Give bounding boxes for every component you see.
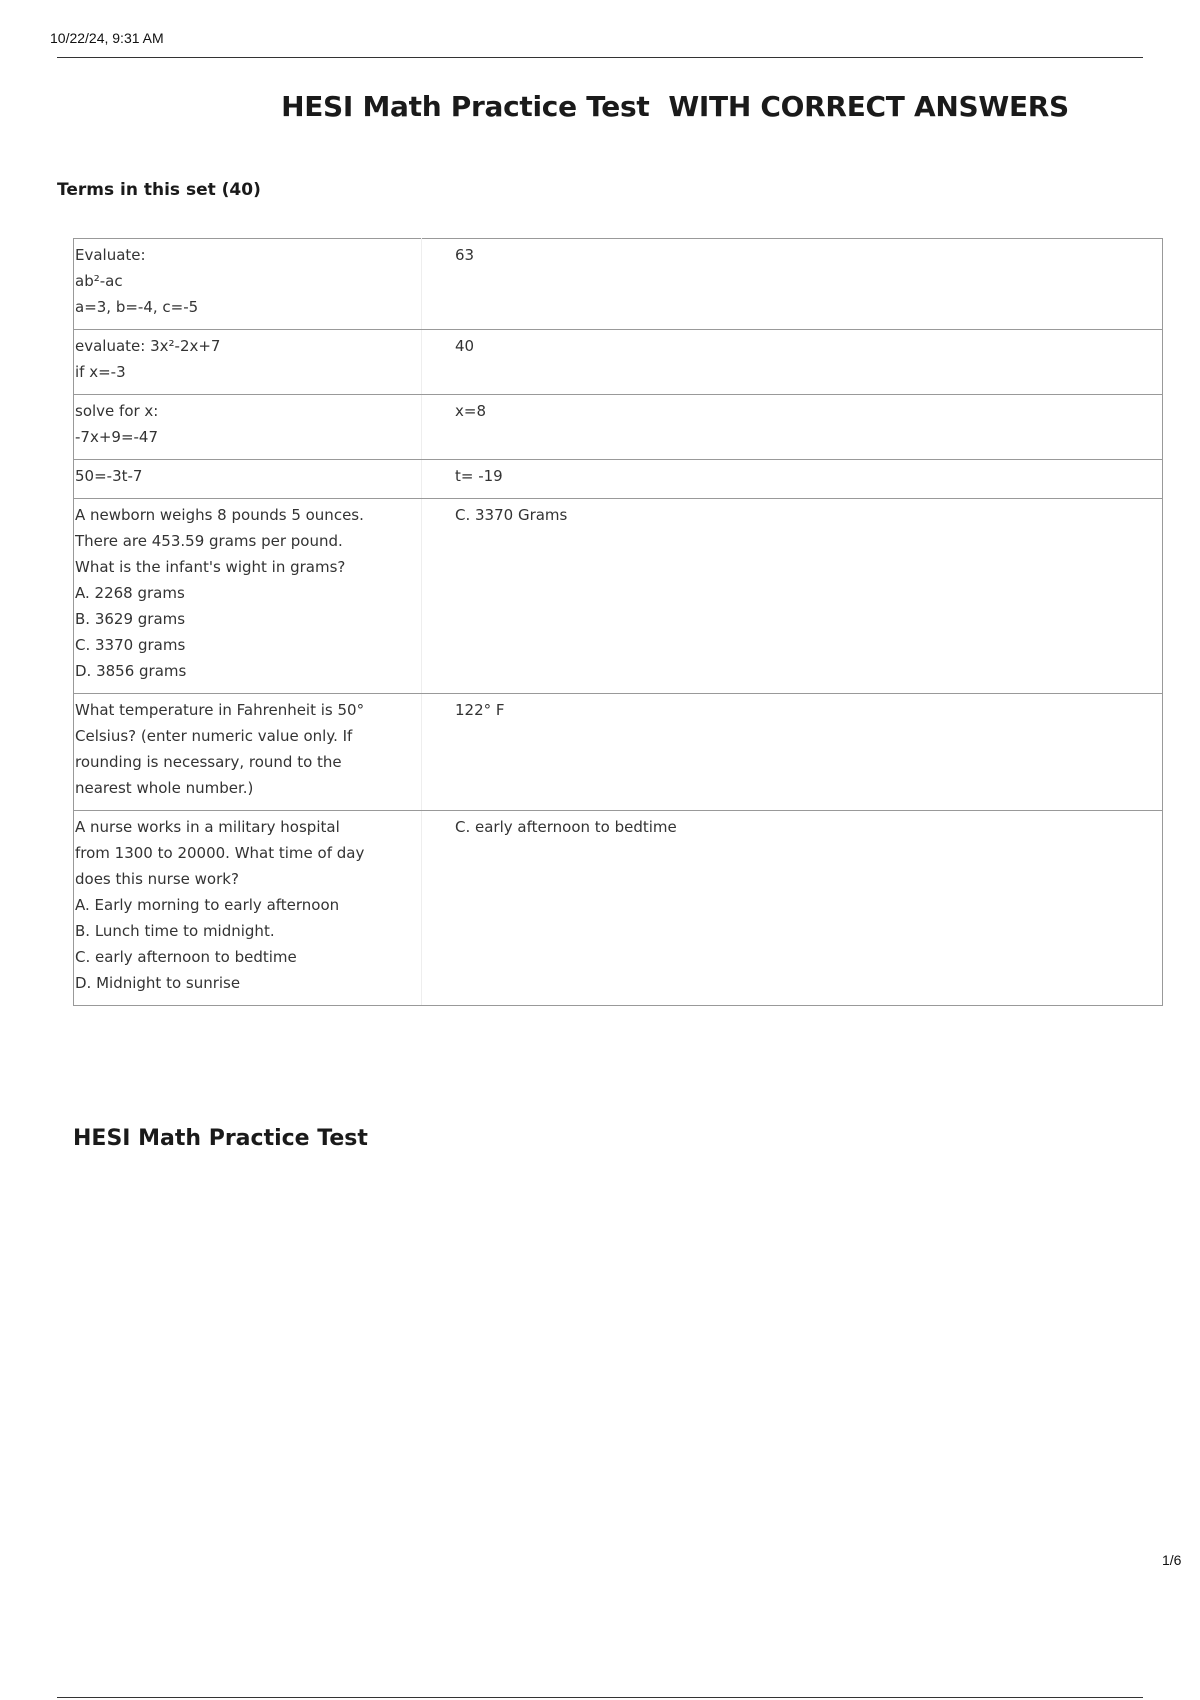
section-title: HESI Math Practice Test: [73, 1126, 368, 1151]
term-line: What is the infant's wight in grams?: [75, 558, 346, 576]
term-line: C. early afternoon to bedtime: [75, 948, 297, 966]
table-row: [74, 330, 1163, 395]
term-line: solve for x:: [75, 402, 159, 420]
term-cell: [74, 499, 422, 694]
table-row: [74, 239, 1163, 330]
term-line: Celsius? (enter numeric value only. If: [75, 727, 353, 745]
term-line: C. 3370 grams: [75, 636, 186, 654]
term-line: D. Midnight to sunrise: [75, 974, 241, 992]
definition-cell: [422, 499, 1163, 694]
definition-line: C. 3370 Grams: [455, 506, 568, 524]
term-cell: [74, 239, 422, 330]
table-row: [74, 499, 1163, 694]
terms-table: [73, 238, 1163, 1006]
definition-line: t= -19: [455, 467, 503, 485]
term-line: nearest whole number.): [75, 779, 254, 797]
term-line: rounding is necessary, round to the: [75, 753, 342, 771]
term-line: does this nurse work?: [75, 870, 239, 888]
term-cell: [74, 460, 422, 499]
term-line: B. Lunch time to midnight.: [75, 922, 275, 940]
page-number: 1/6: [1162, 1552, 1182, 1568]
header-rule: [57, 57, 1143, 58]
page-title: HESI Math Practice Test WITH CORRECT ANSWERS: [281, 90, 1069, 123]
footer-rule: [57, 1697, 1143, 1698]
term-line: 50=-3t-7: [75, 467, 143, 485]
term-line: if x=-3: [75, 363, 126, 381]
term-line: What temperature in Fahrenheit is 50°: [75, 701, 365, 719]
term-line: evaluate: 3x²-2x+7: [75, 337, 221, 355]
term-line: A. Early morning to early afternoon: [75, 896, 340, 914]
term-line: from 1300 to 20000. What time of day: [75, 844, 365, 862]
definition-cell: [422, 395, 1163, 460]
term-cell: [74, 694, 422, 811]
term-line: A nurse works in a military hospital: [75, 818, 340, 836]
definition-line: 63: [455, 246, 475, 264]
definition-line: x=8: [455, 402, 486, 420]
term-cell: [74, 811, 422, 1006]
definition-cell: [422, 694, 1163, 811]
table-row: [74, 811, 1163, 1006]
term-line: a=3, b=-4, c=-5: [75, 298, 199, 316]
term-cell: [74, 330, 422, 395]
print-timestamp: 10/22/24, 9:31 AM: [50, 30, 164, 46]
term-line: A. 2268 grams: [75, 584, 185, 602]
definition-line: C. early afternoon to bedtime: [455, 818, 677, 836]
term-line: -7x+9=-47: [75, 428, 159, 446]
term-line: ab²-ac: [75, 272, 123, 290]
term-line: Evaluate:: [75, 246, 146, 264]
term-line: There are 453.59 grams per pound.: [75, 532, 343, 550]
definition-cell: [422, 239, 1163, 330]
term-line: A newborn weighs 8 pounds 5 ounces.: [75, 506, 364, 524]
definition-cell: [422, 460, 1163, 499]
term-line: D. 3856 grams: [75, 662, 187, 680]
table-row: [74, 395, 1163, 460]
terms-count-heading: Terms in this set (40): [57, 180, 261, 200]
definition-cell: [422, 811, 1163, 1006]
term-line: B. 3629 grams: [75, 610, 186, 628]
definition-line: 40: [455, 337, 475, 355]
definition-line: 122° F: [455, 701, 505, 719]
term-cell: [74, 395, 422, 460]
definition-cell: [422, 330, 1163, 395]
table-row: [74, 694, 1163, 811]
table-row: [74, 460, 1163, 499]
